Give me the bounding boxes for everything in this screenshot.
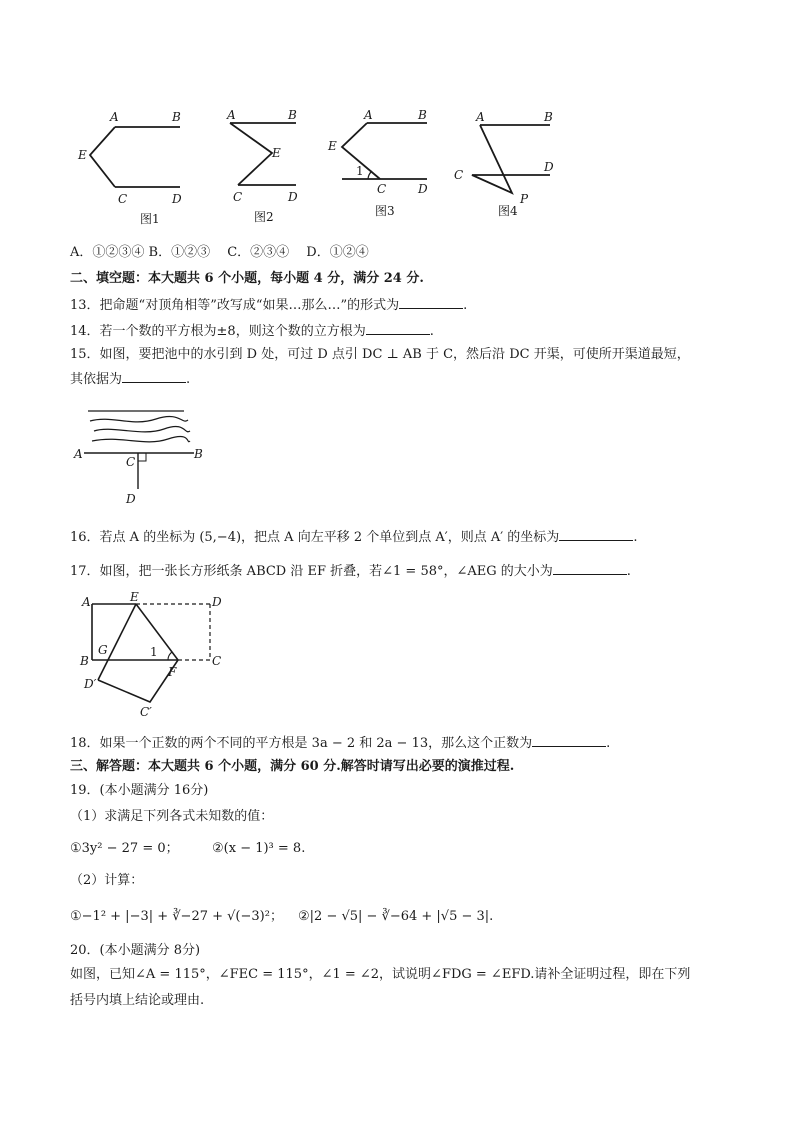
q17-label-angle1: 1 [150,645,158,659]
q15-text: 其依据为 [70,372,123,387]
q13-answer-blank[interactable] [399,296,463,309]
q13-text: 13．把命题“对顶角相等”改写成“如果…那么…”的形式为 [70,298,400,313]
question-15-line1: 15．如图，要把池中的水引到 D 处，可过 D 点引 DC ⊥ AB 于 C，然后沿 DC 开渠，可使所开渠道最短， [70,347,690,362]
fig3-label-a: A [364,108,373,122]
question-17: 17．如图，把一张长方形纸条 ABCD 沿 EF 折叠，若∠1 = 58°，∠AEG 的大小为 . [70,564,631,579]
question-14: 14．若一个数的平方根为±8，则这个数的立方根为 . [70,324,434,339]
q17-label-f: F [168,665,177,679]
fig3-label-angle1: 1 [356,164,364,178]
figure-3 [322,105,437,239]
question-19-part2: （2）计算： [70,873,144,888]
q18-answer-blank[interactable] [532,734,606,747]
fig1-label-c: C [118,192,128,206]
fig1-label-b: B [172,110,181,124]
fig3-caption: 图3 [375,204,395,218]
fig2-caption: 图2 [254,210,274,224]
fig2-label-d: D [288,190,298,204]
q16-text: 16．若点 A 的坐标为 (5,−4)，把点 A 向左平移 2 个单位到点 A′，则点 A′ 的坐标为 [70,530,560,545]
q15-label-b: B [194,447,203,461]
question-16: 16．若点 A 的坐标为 (5,−4)，把点 A 向左平移 2 个单位到点 A′，则点 A′ 的坐标为 . [70,530,638,545]
question-13: 13．把命题“对顶角相等”改写成“如果…那么…”的形式为 . [70,298,468,313]
q17-answer-blank[interactable] [553,562,627,575]
q17-label-c: C [212,654,222,668]
figure-1 [70,105,200,239]
question-18: 18．如果一个正数的两个不同的平方根是 3a − 2 和 2a − 13，那么这个正数为 . [70,736,611,751]
q15-label-c: C [126,455,136,469]
figure-2 [220,105,320,239]
fig1-label-d: D [172,192,182,206]
q17-label-e: E [130,590,139,604]
figure-q17 [78,592,238,726]
question-19-eq1: ①3y² − 27 = 0； [70,841,179,856]
q18-text: 18．如果一个正数的两个不同的平方根是 3a − 2 和 2a − 13，那么这个正数为 [70,736,533,751]
section3-title: 三、解答题：本大题共 6 个小题，满分 60 分.解答时请写出必要的演推过程. [70,759,515,774]
q14-answer-blank[interactable] [366,322,430,335]
q17-label-b: B [80,654,89,668]
fig2-label-b: B [288,108,297,122]
question-19-calc2: ②|2 − √5| − ∛−64 + |√5 − 3|. [298,909,494,924]
fig4-label-c: C [454,168,464,182]
fig2-label-a: A [227,108,236,122]
fig1-label-e: E [78,148,87,162]
fig1-label-a: A [110,110,119,124]
q17-label-d-prime: D′ [84,677,97,691]
q17-label-a: A [82,595,91,609]
question-20-line2: 括号内填上结论或理由. [70,993,205,1008]
q14-text: 14．若一个数的平方根为±8，则这个数的立方根为 [70,324,366,339]
question-19-head: 19．(本小题满分 16分) [70,783,209,798]
section2-title: 二、填空题：本大题共 6 个小题，每小题 4 分，满分 24 分. [70,271,424,286]
q17-text: 17．如图，把一张长方形纸条 ABCD 沿 EF 折叠，若∠1 = 58°，∠AEG 的大小为 [70,564,553,579]
fig4-label-p: P [520,192,529,206]
figure-4 [450,105,570,239]
q15-label-d: D [126,492,136,506]
q16-answer-blank[interactable] [559,528,633,541]
fig4-label-d: D [544,160,554,174]
fig4-label-a: A [476,110,485,124]
fig3-label-e: E [328,139,337,153]
fig4-label-b: B [544,110,553,124]
fig3-label-b: B [418,108,427,122]
fig3-label-c: C [377,182,387,196]
fig3-label-d: D [418,182,428,196]
figure-q15 [72,405,212,514]
question-19-calc1: ①−1² + |−3| + ∛−27 + √(−3)²； [70,909,283,924]
q17-label-g: G [98,643,108,657]
q17-label-c-prime: C′ [140,705,152,719]
question-20-line1: 如图，已知∠A = 115°，∠FEC = 115°，∠1 = ∠2，试说明∠FDG = ∠EFD.请补全证明过程，即在下列 [70,967,691,982]
question-19-part1: （1）求满足下列各式未知数的值： [70,809,274,824]
q15-label-a: A [74,447,83,461]
fig2-label-e: E [272,146,281,160]
q12-options: A．①②③④ B．①②③ C．②③④ D．①②④ [70,245,369,260]
q17-label-d: D [212,595,222,609]
question-19-eq2: ②(x − 1)³ = 8. [212,841,306,856]
q15-answer-blank[interactable] [122,370,186,383]
fig4-caption: 图4 [498,204,518,218]
fig2-label-c: C [233,190,243,204]
question-20-head: 20．(本小题满分 8分) [70,943,201,958]
fig1-caption: 图1 [140,212,160,226]
question-15-line2: 其依据为 . [70,372,191,387]
